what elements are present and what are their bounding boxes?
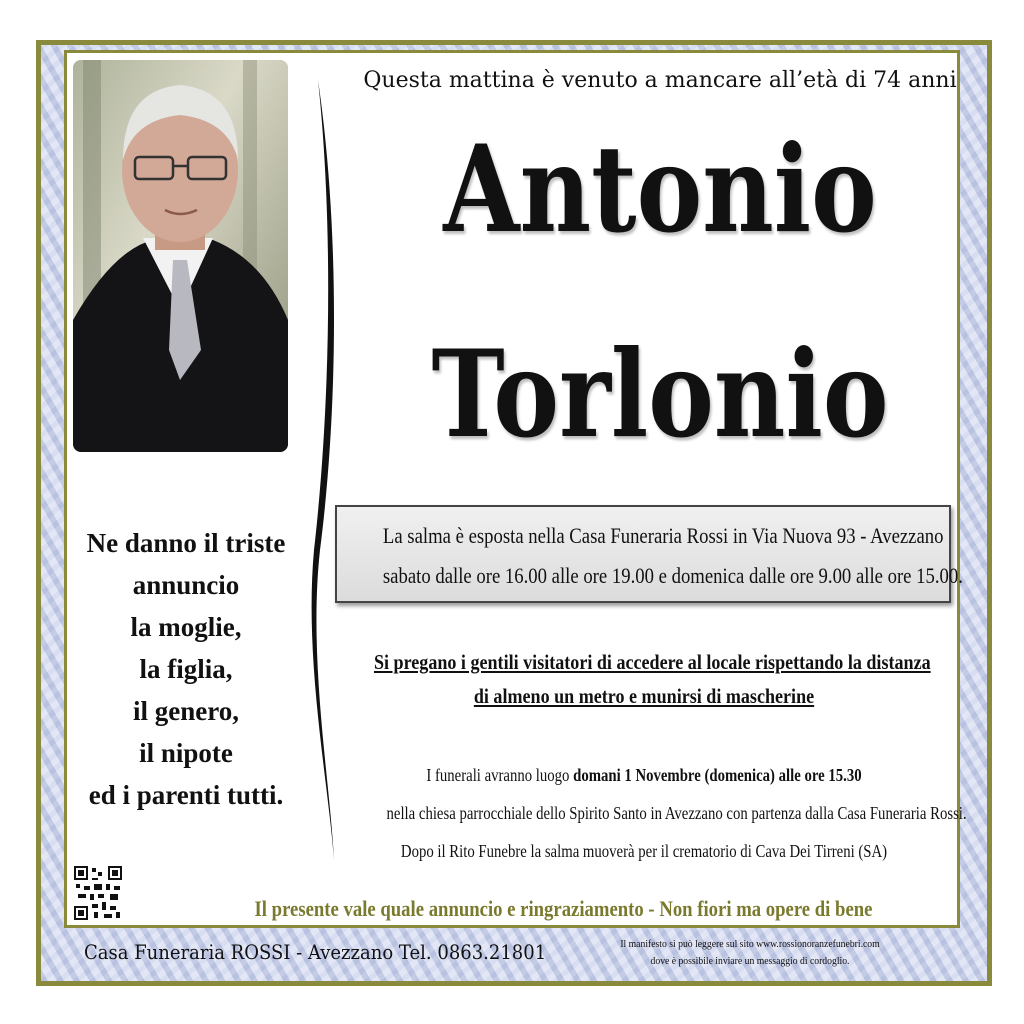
mourners-line: la moglie, xyxy=(130,612,242,642)
website-note-line-2: dove è possibile inviare un messaggio di cordoglio. xyxy=(650,955,850,967)
agency-contact-text: Casa Funeraria ROSSI - Avezzano Tel. 0863.21801 xyxy=(84,940,547,964)
closing-message-text: Il presente vale quale annuncio e ringraziamento - Non fiori ma opere di bene xyxy=(254,896,873,921)
mourners-line: la figlia, xyxy=(139,654,233,684)
mourners-line: annuncio xyxy=(132,570,240,600)
funeral-line-1 xyxy=(387,756,902,794)
mourners-line: il nipote xyxy=(139,738,233,768)
closing-message xyxy=(200,896,920,922)
viewing-line-2: sabato dalle ore 16.00 alle ore 19.00 e domenica dalle ore 9.00 alle ore 15.00. xyxy=(382,563,963,588)
funeral-line-3: Dopo il Rito Funebre la salma muoverà per il crematorio di Cava Dei Tirreni (SA) xyxy=(400,841,888,861)
viewing-line-1: La salma è esposta nella Casa Funeraria Rossi in Via Nuova 93 - Avezzano xyxy=(382,523,944,548)
qr-code-icon[interactable] xyxy=(74,866,122,920)
decorative-curve xyxy=(300,80,350,860)
intro-text: Questa mattina è venuto a mancare all’età di 74 anni xyxy=(363,68,957,93)
mourners-list xyxy=(66,522,306,816)
visitor-notice-line-1: Si pregano i gentili visitatori di accedere al locale rispettando la distanza xyxy=(373,650,931,674)
viewing-info-box xyxy=(335,505,963,603)
visitor-notice-line-2: di almeno un metro e munirsi di mascherine xyxy=(473,684,815,708)
deceased-first-name: Antonio xyxy=(443,119,877,260)
funeral-line-2: nella chiesa parrocchiale dello Spirito Santo in Avezzano con partenza dalla Casa Funeraria Rossi. xyxy=(386,803,967,823)
funeral-line-1-intro: I funerali avranno luogo xyxy=(426,765,574,785)
visitor-notice xyxy=(330,645,958,713)
funeral-info xyxy=(330,756,967,870)
mourners-line: il genero, xyxy=(133,696,239,726)
mourners-line: Ne danno il triste xyxy=(86,528,286,558)
mourners-line: ed i parenti tutti. xyxy=(88,780,284,810)
deceased-last-name: Torlonio xyxy=(431,324,889,465)
agency-contact xyxy=(84,940,554,964)
funeral-date-time: domani 1 Novembre (domenica) alle ore 15.30 xyxy=(573,765,862,785)
website-note xyxy=(570,936,930,970)
portrait-photo xyxy=(73,60,288,452)
website-note-line-1[interactable]: Il manifesto si può leggere sul sito www.rossionoranzefunebri.com xyxy=(620,938,880,950)
